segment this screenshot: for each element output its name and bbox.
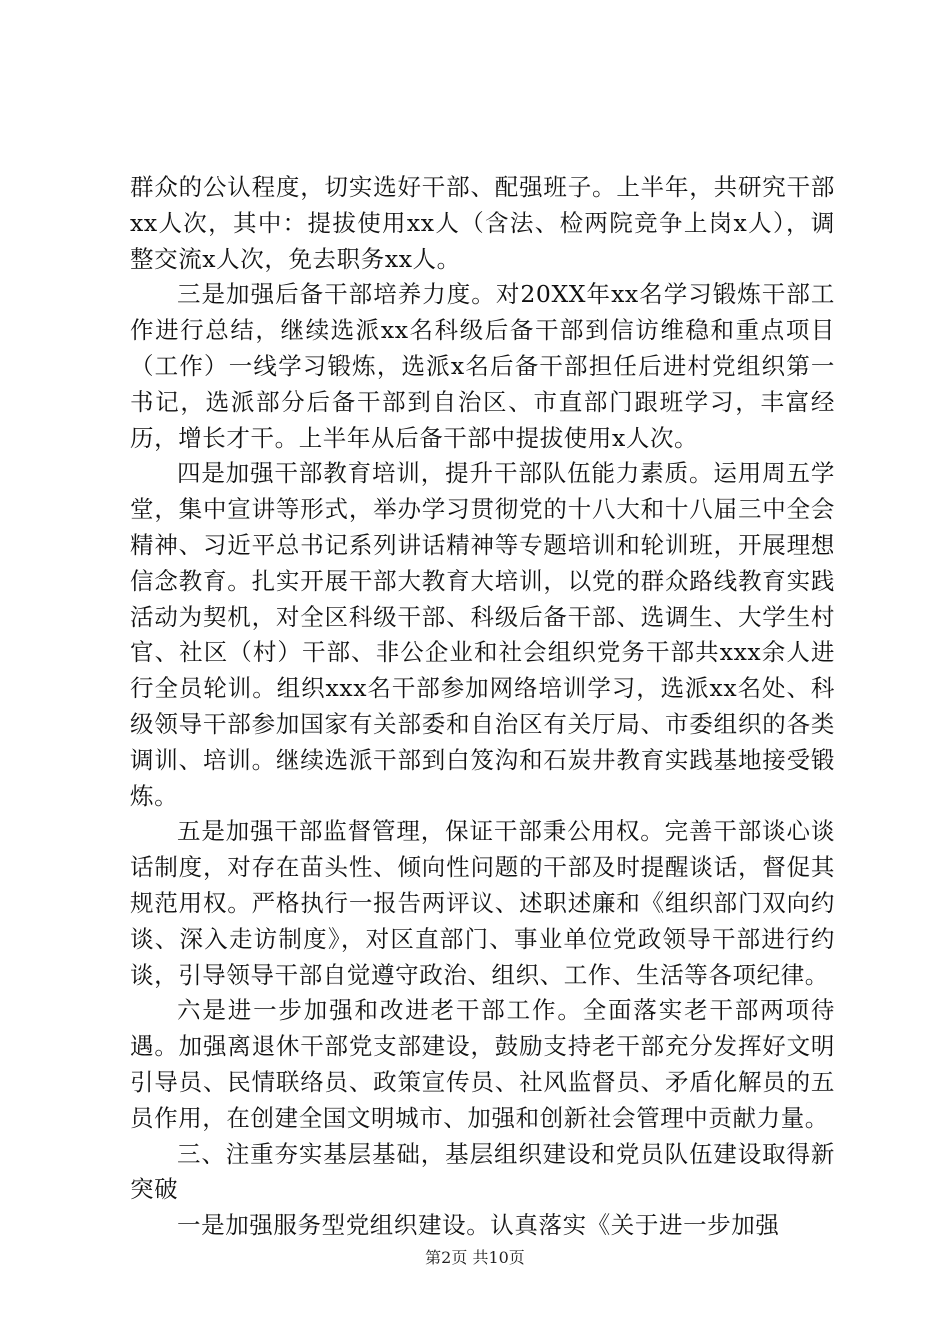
paragraph-cadre-supervision: 五是加强干部监督管理，保证干部秉公用权。完善干部谈心谈话制度，对存在苗头性、倾向性问题的干部及时提醒谈话，督促其规范用权。严格执行一报告两评议、述职述廉和《组织部门双向约谈、深入走访制度》，对区直部门、事业单位党政领导干部进行约谈，引导领导干部自觉遵守政治、组织、工作、生活等各项纪律。 [130,817,835,989]
document-body [130,170,835,1244]
paragraph-cadre-selection-summary: 群众的公认程度，切实选好干部、配强班子。上半年，共研究干部xx人次，其中：提拔使用xx人（含法、检两院竞争上岗x人），调整交流x人次，免去职务xx人。 [130,173,835,273]
paragraph-service-party-organization: 一是加强服务型党组织建设。认真落实《关于进一步加强 [177,1211,780,1240]
paragraph-reserve-cadres: 三是加强后备干部培养力度。对20XX年xx名学习锻炼干部工作进行总结，继续选派xx名科级后备干部到信访维稳和重点项目（工作）一线学习锻炼，选派x名后备干部担任后进村党组织第一书记，选派部分后备干部到自治区、市直部门跟班学习，丰富经历，增长才干。上半年从后备干部中提拔使用x人次。 [130,280,835,452]
page-number-footer: 第2页 共10页 [425,1248,525,1267]
paragraph-retired-cadres: 六是进一步加强和改进老干部工作。全面落实老干部两项待遇。加强离退休干部党支部建设，鼓励支持老干部充分发挥好文明引导员、民情联络员、政策宣传员、社风监督员、矛盾化解员的五员作用，在创建全国文明城市、加强和创新社会管理中贡献力量。 [130,996,835,1132]
section-heading-grassroots: 三、注重夯实基层基础，基层组织建设和党员队伍建设取得新突破 [130,1139,835,1204]
paragraph-cadre-training: 四是加强干部教育培训，提升干部队伍能力素质。运用周五学堂，集中宣讲等形式，举办学习贯彻党的十八大和十八届三中全会精神、习近平总书记系列讲话精神等专题培训和轮训班，开展理想信念教育。扎实开展干部大教育大培训，以党的群众路线教育实践活动为契机，对全区科级干部、科级后备干部、选调生、大学生村官、社区（村）干部、非公企业和社会组织党务干部共xxx余人进行全员轮训。组织xxx名干部参加网络培训学习，选派xx名处、科级领导干部参加国家有关部委和自治区有关厅局、市委组织的各类调训、培训。继续选派干部到白笈沟和石炭井教育实践基地接受锻炼。 [130,459,835,810]
